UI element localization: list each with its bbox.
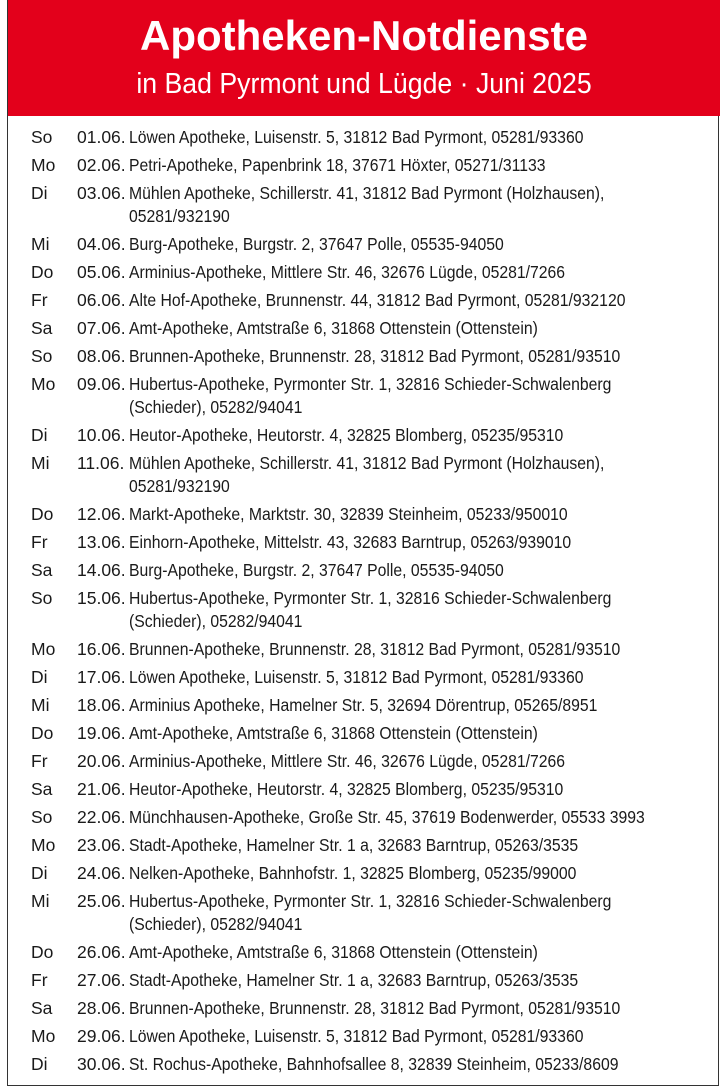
pharmacy-details [129, 261, 699, 284]
date: 30.06. [77, 1054, 126, 1074]
date: 01.06. [77, 127, 126, 147]
weekday: Do [31, 942, 54, 962]
weekday: Mo [31, 835, 56, 855]
date: 05.06. [77, 262, 126, 282]
pharmacy-details [129, 503, 699, 526]
weekday: Mi [31, 234, 50, 254]
date: 14.06. [77, 560, 126, 580]
pharmacy-details [129, 452, 699, 498]
date: 02.06. [77, 155, 126, 175]
pharmacy-details-line: Markt-Apotheke, Marktstr. 30, 32839 Steinheim, 05233/950010 [129, 504, 568, 524]
pharmacy-details [129, 666, 699, 689]
weekday: Mi [31, 695, 50, 715]
pharmacy-details-line: (Schieder), 05282/94041 [129, 397, 303, 417]
pharmacy-details-line: Mühlen Apotheke, Schillerstr. 41, 31812 Bad Pyrmont (Holzhausen), [129, 453, 605, 473]
weekday: Di [31, 183, 48, 203]
pharmacy-details-line: 05281/932190 [129, 476, 230, 496]
weekday: Di [31, 667, 48, 687]
schedule-row [8, 862, 720, 885]
weekday: Do [31, 504, 54, 524]
pharmacy-details [129, 941, 699, 964]
pharmacy-details-line: Arminius-Apotheke, Mittlere Str. 46, 32676 Lügde, 05281/7266 [129, 262, 566, 282]
pharmacy-details-line: Amt-Apotheke, Amtstraße 6, 31868 Ottenstein (Ottenstein) [129, 318, 538, 338]
schedule-row [8, 778, 720, 801]
schedule-row [8, 722, 720, 745]
date: 20.06. [77, 751, 126, 771]
weekday: Mo [31, 639, 56, 659]
schedule-row [8, 531, 720, 554]
schedule-row [8, 154, 720, 177]
pharmacy-details-line: Nelken-Apotheke, Bahnhofstr. 1, 32825 Blomberg, 05235/99000 [129, 863, 577, 883]
weekday: So [31, 127, 53, 147]
weekday: Fr [31, 532, 48, 552]
date: 13.06. [77, 532, 126, 552]
header-banner [8, 0, 720, 116]
date: 11.06. [77, 453, 125, 473]
schedule-row [8, 1053, 720, 1076]
schedule-row [8, 452, 720, 498]
pharmacy-details [129, 806, 699, 829]
date: 07.06. [77, 318, 126, 338]
pharmacy-details-line: Amt-Apotheke, Amtstraße 6, 31868 Ottenstein (Ottenstein) [129, 723, 538, 743]
schedule-row [8, 345, 720, 368]
schedule-row [8, 503, 720, 526]
date: 12.06. [77, 504, 126, 524]
date: 25.06. [77, 891, 126, 911]
date: 10.06. [77, 425, 126, 445]
pharmacy-details-line: Arminius-Apotheke, Mittlere Str. 46, 32676 Lügde, 05281/7266 [129, 751, 566, 771]
pharmacy-details-line: Amt-Apotheke, Amtstraße 6, 31868 Ottenstein (Ottenstein) [129, 942, 538, 962]
date: 26.06. [77, 942, 126, 962]
weekday: Do [31, 723, 54, 743]
pharmacy-details [129, 424, 699, 447]
weekday: Mo [31, 1026, 56, 1046]
date: 21.06. [77, 779, 126, 799]
date: 18.06. [77, 695, 126, 715]
weekday: Mo [31, 374, 56, 394]
pharmacy-details [129, 531, 699, 554]
pharmacy-details [129, 317, 699, 340]
pharmacy-details [129, 154, 699, 177]
date: 19.06. [77, 723, 126, 743]
weekday: Fr [31, 751, 48, 771]
schedule-row [8, 261, 720, 284]
pharmacy-details [129, 969, 699, 992]
pharmacy-details-line: Hubertus-Apotheke, Pyrmonter Str. 1, 32816 Schieder-Schwalenberg [129, 891, 612, 911]
schedule-row [8, 969, 720, 992]
weekday: Fr [31, 970, 48, 990]
schedule-row [8, 587, 720, 633]
pharmacy-details [129, 373, 699, 419]
pharmacy-details [129, 559, 699, 582]
weekday: Sa [31, 998, 53, 1018]
weekday: Mo [31, 155, 56, 175]
date: 06.06. [77, 290, 126, 310]
page-title: Apotheken-Notdienste [139, 12, 588, 59]
date: 27.06. [77, 970, 126, 990]
schedule-row [8, 666, 720, 689]
pharmacy-details [129, 1025, 699, 1048]
date: 08.06. [77, 346, 126, 366]
pharmacy-details-line: Brunnen-Apotheke, Brunnenstr. 28, 31812 Bad Pyrmont, 05281/93510 [129, 639, 621, 659]
pharmacy-details-line: (Schieder), 05282/94041 [129, 914, 303, 934]
pharmacy-details [129, 694, 699, 717]
schedule-row [8, 424, 720, 447]
date: 22.06. [77, 807, 126, 827]
pharmacy-details [129, 638, 699, 661]
schedule-row [8, 233, 720, 256]
pharmacy-details [129, 750, 699, 773]
notdienst-card [7, 0, 719, 1086]
weekday: So [31, 588, 53, 608]
weekday: Sa [31, 560, 53, 580]
pharmacy-details [129, 862, 699, 885]
schedule-row [8, 694, 720, 717]
weekday: So [31, 346, 53, 366]
pharmacy-details-line: Burg-Apotheke, Burgstr. 2, 37647 Polle, 05535-94050 [129, 234, 504, 254]
pharmacy-details [129, 1053, 699, 1076]
pharmacy-details-line: Heutor-Apotheke, Heutorstr. 4, 32825 Blomberg, 05235/95310 [129, 425, 564, 445]
weekday: Di [31, 1054, 48, 1074]
pharmacy-details [129, 997, 699, 1020]
pharmacy-details-line: Löwen Apotheke, Luisenstr. 5, 31812 Bad Pyrmont, 05281/93360 [129, 1026, 584, 1046]
pharmacy-details-line: Arminius Apotheke, Hamelner Str. 5, 32694 Dörentrup, 05265/8951 [129, 695, 598, 715]
pharmacy-details [129, 587, 699, 633]
date: 15.06. [77, 588, 126, 608]
date: 28.06. [77, 998, 126, 1018]
date: 29.06. [77, 1026, 126, 1046]
page-subtitle: in Bad Pyrmont und Lügde · Juni 2025 [136, 68, 592, 100]
schedule-row [8, 126, 720, 149]
pharmacy-details-line: Burg-Apotheke, Burgstr. 2, 37647 Polle, 05535-94050 [129, 560, 504, 580]
pharmacy-details-line: Münchhausen-Apotheke, Große Str. 45, 37619 Bodenwerder, 05533 3993 [129, 807, 645, 827]
schedule-row [8, 750, 720, 773]
schedule-row [8, 834, 720, 857]
pharmacy-details-line: Alte Hof-Apotheke, Brunnenstr. 44, 31812 Bad Pyrmont, 05281/932120 [129, 290, 626, 310]
weekday: Sa [31, 779, 53, 799]
pharmacy-details-line: Einhorn-Apotheke, Mittelstr. 43, 32683 Barntrup, 05263/939010 [129, 532, 572, 552]
schedule-row [8, 941, 720, 964]
pharmacy-details [129, 345, 699, 368]
schedule-row [8, 373, 720, 419]
schedule-row [8, 997, 720, 1020]
pharmacy-details [129, 182, 699, 228]
pharmacy-details [129, 233, 699, 256]
pharmacy-details [129, 289, 699, 312]
pharmacy-details [129, 890, 699, 936]
pharmacy-details-line: St. Rochus-Apotheke, Bahnhofsallee 8, 32839 Steinheim, 05233/8609 [129, 1054, 619, 1074]
schedule-row [8, 317, 720, 340]
date: 09.06. [77, 374, 126, 394]
pharmacy-details [129, 722, 699, 745]
date: 04.06. [77, 234, 126, 254]
weekday: Sa [31, 318, 53, 338]
weekday: Di [31, 425, 48, 445]
schedule-row [8, 1025, 720, 1048]
pharmacy-details-line: Hubertus-Apotheke, Pyrmonter Str. 1, 32816 Schieder-Schwalenberg [129, 588, 612, 608]
pharmacy-details-line: Löwen Apotheke, Luisenstr. 5, 31812 Bad Pyrmont, 05281/93360 [129, 667, 584, 687]
weekday: Di [31, 863, 48, 883]
schedule-row [8, 638, 720, 661]
pharmacy-details-line: Heutor-Apotheke, Heutorstr. 4, 32825 Blomberg, 05235/95310 [129, 779, 564, 799]
date: 03.06. [77, 183, 126, 203]
pharmacy-details-line: Stadt-Apotheke, Hamelner Str. 1 a, 32683 Barntrup, 05263/3535 [129, 835, 579, 855]
weekday: Mi [31, 453, 50, 473]
date: 17.06. [77, 667, 126, 687]
schedule-row [8, 182, 720, 228]
schedule-row [8, 559, 720, 582]
schedule-list [8, 126, 720, 1081]
pharmacy-details-line: 05281/932190 [129, 206, 230, 226]
pharmacy-details-line: (Schieder), 05282/94041 [129, 611, 303, 631]
pharmacy-details-line: Hubertus-Apotheke, Pyrmonter Str. 1, 32816 Schieder-Schwalenberg [129, 374, 612, 394]
date: 23.06. [77, 835, 126, 855]
schedule-row [8, 289, 720, 312]
weekday: Fr [31, 290, 48, 310]
weekday: Do [31, 262, 54, 282]
pharmacy-details [129, 778, 699, 801]
pharmacy-details-line: Brunnen-Apotheke, Brunnenstr. 28, 31812 Bad Pyrmont, 05281/93510 [129, 998, 621, 1018]
date: 16.06. [77, 639, 126, 659]
weekday: So [31, 807, 53, 827]
pharmacy-details [129, 126, 699, 149]
pharmacy-details-line: Brunnen-Apotheke, Brunnenstr. 28, 31812 Bad Pyrmont, 05281/93510 [129, 346, 621, 366]
weekday: Mi [31, 891, 50, 911]
pharmacy-details-line: Löwen Apotheke, Luisenstr. 5, 31812 Bad Pyrmont, 05281/93360 [129, 127, 584, 147]
pharmacy-details-line: Mühlen Apotheke, Schillerstr. 41, 31812 Bad Pyrmont (Holzhausen), [129, 183, 605, 203]
pharmacy-details-line: Petri-Apotheke, Papenbrink 18, 37671 Höxter, 05271/31133 [129, 155, 546, 175]
pharmacy-details [129, 834, 699, 857]
pharmacy-details-line: Stadt-Apotheke, Hamelner Str. 1 a, 32683 Barntrup, 05263/3535 [129, 970, 579, 990]
date: 24.06. [77, 863, 126, 883]
schedule-row [8, 890, 720, 936]
schedule-row [8, 806, 720, 829]
